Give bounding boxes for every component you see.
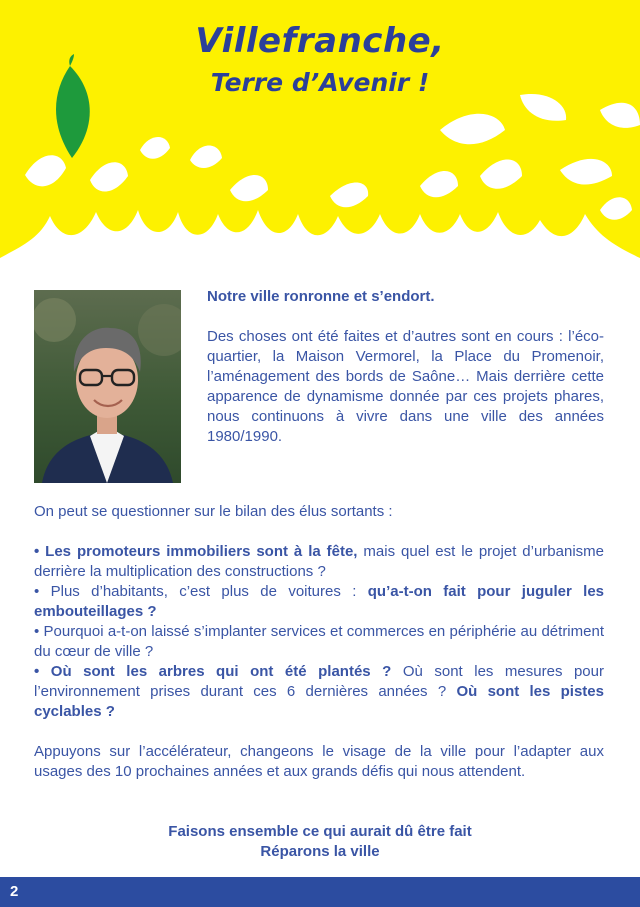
bullet-2-bold: qu’a-t-on fait pour juguler les embouteillages ?	[34, 583, 605, 620]
bullet-1-bold: • Les promoteurs immobiliers sont à la fête,	[34, 543, 358, 560]
bullet-promoteurs	[34, 542, 604, 582]
header-banner	[0, 0, 640, 280]
slogan-line-1: Faisons ensemble ce qui aurait dû être fait	[168, 823, 472, 840]
closing-slogan	[0, 822, 640, 862]
portrait-image	[34, 290, 181, 483]
page-number: 2	[10, 883, 19, 900]
main-text	[34, 502, 604, 782]
bullet-4-text: Où sont les mesures pour l’environnement prises durant ces 6 dernières années ?	[34, 663, 604, 700]
title-line-2: Terre d’Avenir !	[210, 68, 430, 97]
bullet-4-bold-2: Où sont les pistes cyclables ?	[34, 683, 604, 720]
page-title	[0, 18, 640, 100]
bullet-voitures	[34, 582, 604, 622]
lead-paragraph: On peut se questionner sur le bilan des élus sortants :	[34, 503, 393, 520]
footer-bar	[0, 877, 640, 907]
bullet-arbres	[34, 662, 604, 722]
bullet-4-bold: • Où sont les arbres qui ont été plantés ?	[34, 663, 392, 680]
intro-heading: Notre ville ronronne et s’endort.	[207, 288, 435, 305]
slogan-line-2: Réparons la ville	[260, 843, 380, 860]
intro-section	[207, 287, 604, 447]
title-line-1: Villefranche,	[195, 21, 445, 61]
bullet-1-text: mais quel est le projet d’urbanisme derrière la multiplication des constructions ?	[34, 543, 604, 580]
closing-paragraph: Appuyons sur l’accélérateur, changeons le visage de la ville pour l’adapter aux usages des 10 prochaines années et aux grands défis qui nous attendent.	[34, 743, 604, 780]
bullet-2-text: • Plus d’habitants, c’est plus de voitures :	[34, 583, 368, 600]
intro-paragraph: Des choses ont été faites et d’autres sont en cours : l’éco-quartier, la Maison Vermorel, la Place du Promenoir, l’aménagement des bords de Saône… Mais derrière cette apparence de dynamisme donnée par ces projets phares, nous continuons à vivre dans une ville des années 1980/1990.	[207, 328, 604, 445]
bullet-peripherie: • Pourquoi a-t-on laissé s’implanter services et commerces en périphérie au détriment du cœur de ville ?	[34, 623, 604, 660]
portrait-photo	[34, 290, 181, 483]
